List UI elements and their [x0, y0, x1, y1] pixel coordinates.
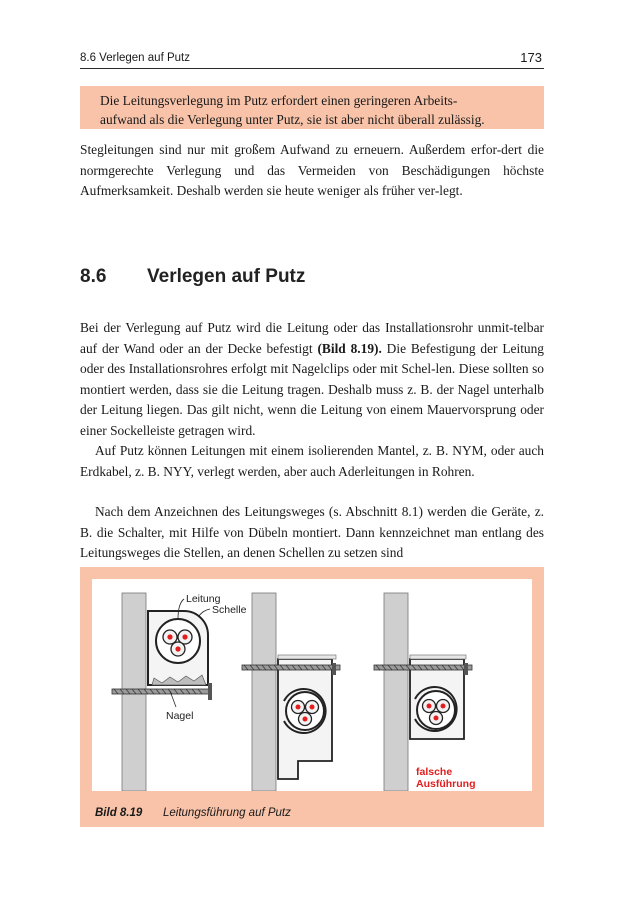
- figure-caption-text: Leitungsführung auf Putz: [163, 807, 291, 819]
- figure-panel: [92, 579, 532, 791]
- para2-after: Die Befestigung der Leitung oder des Installationsrohres erfolgt mit Nagelclips oder mit Schel-len. Diese sollten so montiert werden, dass sie die Leitung tragen. Deshalb muss z. B. der Nagel unterhalb der Leitung liegen. Das gilt nicht, wenn die Leitung von einem Mauervorsprung oder einer Sockelleiste getragen wird.: [80, 340, 544, 438]
- nail-head-2: [332, 663, 336, 675]
- nail-head-3: [464, 663, 468, 675]
- paragraph-leitungen: Auf Putz können Leitungen mit einem isolierenden Mantel, z. B. NYM, oder auch Erdkabel, z. B. NYY, verlegt werden, aber auch Aderleitungen in Rohren.: [80, 443, 544, 479]
- para2-before: Bei der Verlegung auf Putz wird die Leitung oder das Installationsrohr unmit-telbar auf der Wand oder an der Decke befestigt: [80, 320, 544, 356]
- diagram-wrong: [374, 593, 476, 791]
- label-schelle: Schelle: [212, 604, 247, 616]
- wall-3: [384, 593, 408, 791]
- section-title: Verlegen auf Putz: [147, 266, 306, 287]
- core-dot-2a: [296, 705, 301, 710]
- core-dot-3a: [427, 704, 432, 709]
- nail-head-1: [208, 683, 212, 700]
- core-dot-1a: [167, 634, 172, 639]
- figure-illustration: [92, 579, 532, 791]
- bracket-strip-3: [410, 655, 466, 659]
- figure-caption: [95, 807, 291, 819]
- core-dot-1c: [175, 646, 180, 651]
- label-ausfuehrung: Ausführung: [416, 778, 476, 790]
- paragraph-stegleitungen: Stegleitungen sind nur mit großem Aufwand zu erneuern. Außerdem erfor-dert die normgerechte Verlegung und das Vermeiden von Beschädigungen höchste Aufmerksamkeit. Deshalb werden sie heute weniger als früher ver-legt.: [80, 142, 544, 198]
- page-number: 173: [520, 50, 542, 65]
- diagram-correct-nail-below: [112, 593, 247, 791]
- section-number: 8.6: [80, 266, 107, 287]
- callout-line-1: Die Leitungsverlegung im Putz erfordert einen geringeren Arbeits-: [100, 93, 458, 108]
- ledge-strip-2: [278, 655, 336, 659]
- core-dot-3b: [441, 704, 446, 709]
- callout-box: [80, 86, 544, 129]
- core-dot-2c: [303, 717, 308, 722]
- core-dot-2b: [310, 705, 315, 710]
- figure-box: [80, 567, 544, 827]
- figure-caption-label: Bild 8.19: [95, 807, 143, 819]
- running-head: [80, 50, 544, 69]
- label-leitung: Leitung: [186, 593, 221, 605]
- label-nagel: Nagel: [166, 710, 194, 722]
- running-head-section: 8.6 Verlegen auf Putz: [80, 52, 190, 64]
- wall-2: [252, 593, 276, 791]
- label-falsche: falsche: [416, 766, 453, 778]
- callout-line-2: aufwand als die Verlegung unter Putz, sie ist aber nicht überall zulässig.: [100, 112, 485, 127]
- core-dot-1b: [182, 634, 187, 639]
- paragraph-verlegung: [80, 318, 544, 441]
- paragraph-anzeichnen: Nach dem Anzeichnen des Leitungsweges (s. Abschnitt 8.1) werden die Geräte, z. B. die Schalter, mit Hilfe von Dübeln montiert. Dann kennzeichnet man entlang des Leitungsweges die Stellen, an denen Schellen zu setzen sind: [80, 504, 544, 560]
- figure-reference: (Bild 8.19).: [317, 340, 382, 356]
- core-dot-3c: [434, 716, 439, 721]
- diagram-correct-ledge: [242, 593, 340, 791]
